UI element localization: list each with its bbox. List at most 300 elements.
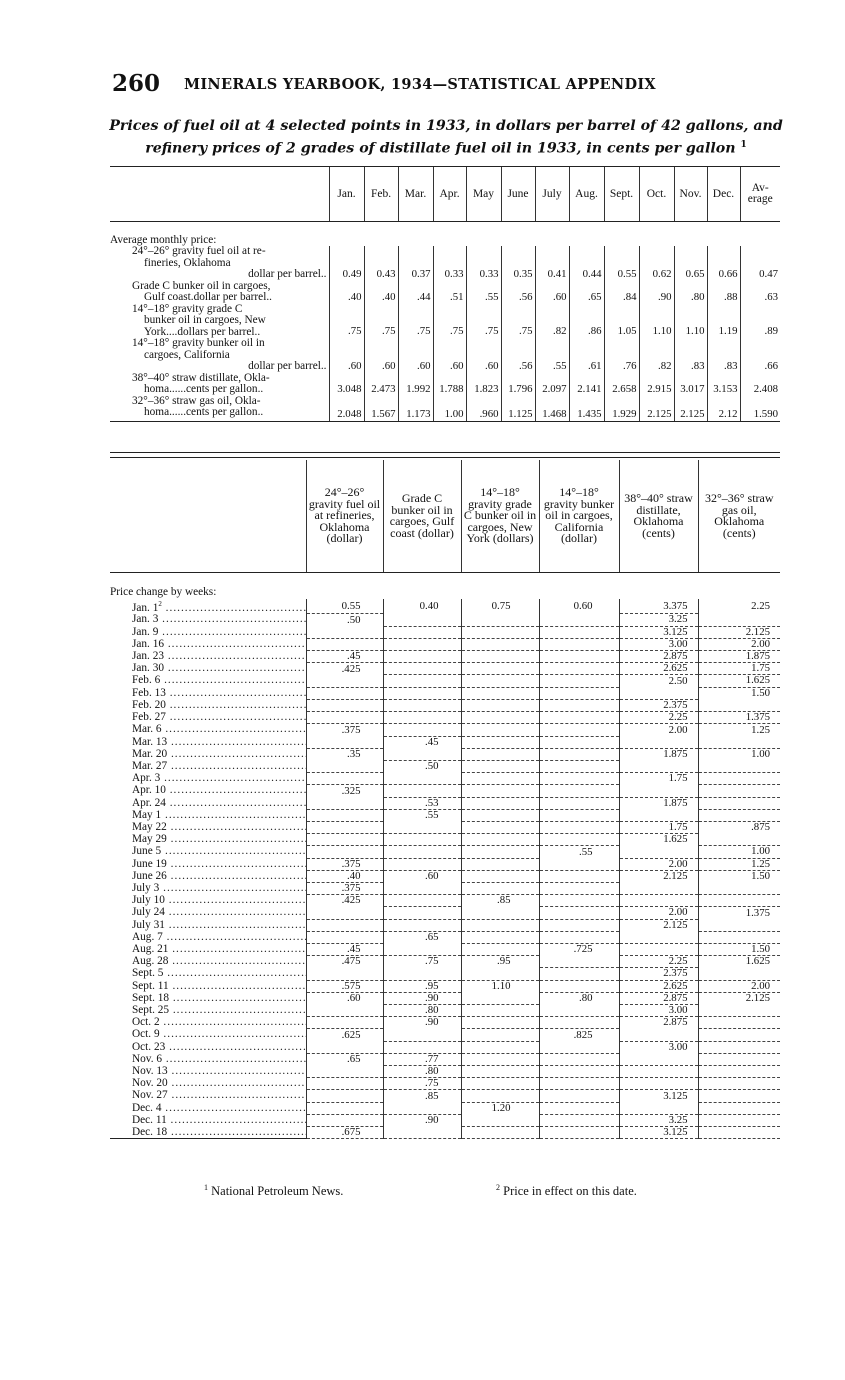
weekly-value-cell [383, 870, 461, 882]
weekly-value-cell [619, 919, 698, 931]
weekly-value-cell [619, 931, 698, 943]
weekly-value-cell [461, 895, 539, 907]
weekly-row [110, 773, 780, 785]
weekly-value-cell [306, 1114, 383, 1126]
weekly-value-cell [539, 968, 619, 980]
weekly-value-cell [698, 895, 780, 907]
weekly-value-cell [539, 943, 619, 955]
weekly-value-cell [698, 943, 780, 955]
monthly-value-cell: 2.473 [364, 373, 398, 396]
monthly-row-label-line: 38°–40° straw distillate, Okla- [132, 371, 270, 384]
weekly-value-cell [698, 1078, 780, 1090]
weekly-date-label: Nov. 6 [132, 1053, 163, 1065]
weekly-date-cell [110, 1114, 306, 1126]
monthly-value-cell: .60 [535, 281, 569, 304]
weekly-value: .90 [425, 1114, 439, 1127]
monthly-value-cell: 1.00 [433, 396, 466, 422]
weekly-value-cell [306, 712, 383, 724]
monthly-row [110, 338, 780, 373]
weekly-value-cell [306, 614, 383, 626]
weekly-value-cell [698, 651, 780, 663]
weekly-value-cell [698, 699, 780, 711]
weekly-value-cell [619, 599, 698, 614]
monthly-value-cell: 1.10 [674, 304, 707, 339]
weekly-value-cell [461, 651, 539, 663]
monthly-value-cell: .51 [433, 281, 466, 304]
monthly-value-cell: 2.125 [639, 396, 674, 422]
weekly-value-cell [461, 1065, 539, 1077]
weekly-value: 2.875 [663, 991, 688, 1004]
weekly-value-cell [461, 687, 539, 699]
weekly-value-cell [461, 834, 539, 846]
weekly-row [110, 943, 780, 955]
weekly-value-cell [383, 651, 461, 663]
weekly-value: .50 [347, 613, 361, 626]
weekly-date-label: June 26 [132, 870, 167, 882]
weekly-date-label: Jan. 9 [132, 626, 159, 638]
weekly-value-cell [383, 858, 461, 870]
weekly-value-cell [698, 1114, 780, 1126]
weekly-section-row [110, 573, 780, 600]
weekly-value-cell [383, 663, 461, 675]
weekly-value: 1.00 [751, 845, 770, 858]
weekly-row [110, 1114, 780, 1126]
weekly-value-cell [698, 1090, 780, 1102]
weekly-date-label: Apr. 24 [132, 797, 166, 809]
weekly-value-cell [619, 870, 698, 882]
weekly-row [110, 785, 780, 797]
monthly-value-cell: 2.408 [740, 373, 780, 396]
weekly-value: 1.00 [751, 747, 770, 760]
footnote-2-mark: 2 [496, 1183, 500, 1192]
weekly-date-cell [110, 663, 306, 675]
weekly-value-cell [619, 687, 698, 699]
weekly-value-cell [539, 895, 619, 907]
weekly-value: 3.25 [668, 613, 688, 626]
monthly-value-cell: .75 [501, 304, 535, 339]
weekly-value: .75 [425, 955, 439, 968]
weekly-row [110, 858, 780, 870]
weekly-value-cell [306, 1004, 383, 1016]
monthly-value-cell: .75 [329, 304, 364, 339]
weekly-date-label: Nov. 13 [132, 1065, 168, 1077]
weekly-value: .675 [341, 1126, 361, 1138]
weekly-value: .575 [341, 979, 361, 992]
monthly-row [110, 373, 780, 396]
monthly-section-label: Average monthly price: [110, 234, 217, 246]
weekly-value: 2.25 [668, 955, 688, 968]
weekly-value-cell [383, 809, 461, 821]
monthly-row [110, 281, 780, 304]
monthly-row-label [110, 304, 329, 339]
monthly-value-cell: 1.173 [398, 396, 433, 422]
weekly-row [110, 919, 780, 931]
weekly-date-cell [110, 797, 306, 809]
weekly-value-cell [619, 956, 698, 968]
weekly-date-label: Sept. 5 [132, 967, 164, 980]
weekly-value: .60 [347, 992, 361, 1005]
weekly-value-cell [698, 797, 780, 809]
weekly-value-cell [619, 809, 698, 821]
weekly-value-cell [698, 760, 780, 772]
weekly-row [110, 675, 780, 687]
weekly-date-cell [110, 1127, 306, 1139]
weekly-value: .95 [497, 955, 511, 968]
weekly-value-cell [306, 919, 383, 931]
weekly-value-cell [306, 907, 383, 919]
weekly-value: 2.625 [663, 979, 688, 992]
weekly-value-cell [619, 907, 698, 919]
weekly-value: .55 [579, 845, 593, 858]
weekly-value-cell [306, 699, 383, 711]
weekly-row [110, 736, 780, 748]
weekly-date-cell [110, 1041, 306, 1053]
weekly-value: .60 [425, 869, 439, 882]
weekly-row [110, 712, 780, 724]
weekly-value: .425 [341, 662, 361, 675]
monthly-value-cell: 2.141 [569, 373, 604, 396]
weekly-value-cell [619, 1090, 698, 1102]
weekly-date-label: Sept. 11 [132, 980, 169, 992]
monthly-value-cell: 2.125 [674, 396, 707, 422]
weekly-value-cell [306, 846, 383, 858]
weekly-value: 3.125 [663, 625, 688, 638]
weekly-value: .375 [341, 857, 361, 870]
weekly-value: .35 [347, 747, 361, 760]
weekly-value: .77 [425, 1052, 439, 1065]
weekly-value: 1.20 [491, 1101, 511, 1114]
weekly-value: 2.875 [663, 1016, 688, 1029]
weekly-date-cell [110, 870, 306, 882]
monthly-value-cell: .56 [501, 281, 535, 304]
weekly-value-cell [698, 687, 780, 699]
weekly-date-cell [110, 1065, 306, 1077]
weekly-row [110, 882, 780, 894]
monthly-value-cell: 0.44 [569, 246, 604, 281]
weekly-value-cell [619, 980, 698, 992]
weekly-date-cell [110, 931, 306, 943]
weekly-value-cell [306, 956, 383, 968]
weekly-value: 2.625 [663, 662, 688, 675]
weekly-value: 0.40 [419, 599, 439, 612]
monthly-value-cell: 0.66 [707, 246, 740, 281]
weekly-value-cell [383, 773, 461, 785]
monthly-stub-header [110, 167, 329, 222]
weekly-value-cell [461, 980, 539, 992]
monthly-row-label-line: homa......cents per gallon.. [144, 406, 264, 418]
footnote-1-text: National Petroleum News. [211, 1184, 344, 1199]
weekly-date-label: Apr. 10 [132, 784, 166, 797]
monthly-value-cell: .60 [398, 338, 433, 373]
weekly-date-cell [110, 1078, 306, 1090]
weekly-value-cell [461, 809, 539, 821]
weekly-value-cell [619, 858, 698, 870]
weekly-date-label: Sept. 25 [132, 1004, 170, 1016]
monthly-value-cell: .60 [466, 338, 501, 373]
weekly-row [110, 724, 780, 736]
monthly-value-cell: 1.567 [364, 396, 398, 422]
monthly-value-cell: 1.796 [501, 373, 535, 396]
weekly-value-cell [539, 834, 619, 846]
weekly-row [110, 956, 780, 968]
monthly-value-cell: .56 [501, 338, 535, 373]
weekly-value-cell [539, 614, 619, 626]
weekly-header-row [110, 460, 780, 573]
weekly-value: 2.50 [668, 674, 688, 687]
monthly-row-label [110, 246, 329, 281]
weekly-value-cell [383, 748, 461, 760]
weekly-value: .50 [425, 760, 439, 773]
weekly-date-label: Oct. 9 [132, 1028, 160, 1041]
weekly-date-cell [110, 687, 306, 699]
weekly-value-cell [306, 1029, 383, 1041]
weekly-value-cell [698, 1029, 780, 1041]
monthly-value-cell: 3.048 [329, 373, 364, 396]
weekly-date-label: July 24 [132, 906, 165, 919]
weekly-value: 1.375 [745, 906, 770, 919]
weekly-value-cell [619, 699, 698, 711]
monthly-row-label-line: 14°–18° gravity grade C [132, 302, 243, 315]
weekly-row [110, 638, 780, 650]
weekly-value: .53 [425, 796, 439, 809]
weekly-date-label: Mar. 20 [132, 748, 168, 760]
weekly-date-label: Aug. 28 [132, 955, 169, 968]
weekly-value-cell [306, 834, 383, 846]
weekly-value: .75 [425, 1077, 439, 1090]
weekly-value-cell [306, 736, 383, 748]
weekly-value: 3.125 [663, 1126, 688, 1138]
weekly-value-cell [698, 821, 780, 833]
weekly-value: 3.25 [668, 1113, 688, 1126]
weekly-section-label: Price change by weeks: [110, 586, 217, 599]
weekly-value-cell [383, 699, 461, 711]
monthly-value-cell: 1.10 [639, 304, 674, 339]
weekly-value-cell [539, 599, 619, 614]
weekly-value-cell [461, 773, 539, 785]
weekly-value-cell [619, 1102, 698, 1114]
weekly-value: .375 [341, 881, 361, 894]
weekly-value-cell [461, 1114, 539, 1126]
weekly-value-cell [619, 895, 698, 907]
weekly-value-cell [383, 687, 461, 699]
weekly-value-cell [461, 1102, 539, 1114]
weekly-value-cell [383, 992, 461, 1004]
weekly-value-cell [698, 992, 780, 1004]
weekly-value-cell [698, 968, 780, 980]
monthly-value-cell: .82 [535, 304, 569, 339]
weekly-value-cell [306, 931, 383, 943]
monthly-value-cell: .61 [569, 338, 604, 373]
monthly-value-cell: 3.153 [707, 373, 740, 396]
weekly-row [110, 1053, 780, 1065]
weekly-value-cell [698, 748, 780, 760]
weekly-value-cell [383, 1114, 461, 1126]
weekly-value-cell [383, 821, 461, 833]
monthly-row-label-line: homa......cents per gallon.. [144, 383, 264, 395]
weekly-value: 1.625 [663, 833, 688, 846]
weekly-value-cell [698, 907, 780, 919]
weekly-value-cell [698, 1017, 780, 1029]
weekly-date-label: Aug. 21 [132, 943, 169, 955]
weekly-value-cell [383, 724, 461, 736]
weekly-value-cell [461, 699, 539, 711]
monthly-value-cell: 1.823 [466, 373, 501, 396]
monthly-col-header: Jan. [329, 167, 364, 222]
weekly-row [110, 599, 780, 614]
monthly-col-header: July [535, 167, 569, 222]
weekly-value-cell [383, 1127, 461, 1139]
weekly-value: 2.125 [745, 992, 770, 1005]
weekly-date-label: Oct. 2 [132, 1016, 160, 1029]
weekly-date-cell [110, 1090, 306, 1102]
weekly-value-cell [383, 797, 461, 809]
weekly-row [110, 760, 780, 772]
weekly-value-cell [383, 1053, 461, 1065]
weekly-row [110, 809, 780, 821]
weekly-value-cell [461, 846, 539, 858]
weekly-date-label: Mar. 27 [132, 760, 168, 772]
monthly-row [110, 396, 780, 422]
table-separator-rule [110, 452, 780, 458]
weekly-value-cell [539, 821, 619, 833]
monthly-value-cell: 0.33 [466, 246, 501, 281]
weekly-value: .875 [751, 821, 770, 834]
weekly-row [110, 1127, 780, 1139]
weekly-value: 2.00 [751, 637, 770, 650]
weekly-date-cell [110, 773, 306, 785]
monthly-value-cell: .60 [329, 338, 364, 373]
weekly-value-cell [461, 1029, 539, 1041]
weekly-value-cell [306, 1053, 383, 1065]
weekly-value-cell [539, 712, 619, 724]
weekly-value-cell [383, 1004, 461, 1016]
table-caption [108, 117, 784, 159]
weekly-value-cell [698, 712, 780, 724]
weekly-value-cell [698, 858, 780, 870]
weekly-value: .90 [425, 991, 439, 1004]
weekly-value-cell [619, 821, 698, 833]
weekly-value-cell [461, 1053, 539, 1065]
weekly-value-cell [539, 651, 619, 663]
weekly-value-cell [539, 992, 619, 1004]
weekly-value-cell [619, 797, 698, 809]
monthly-col-header: Mar. [398, 167, 433, 222]
weekly-row [110, 968, 780, 980]
weekly-value-cell [698, 1127, 780, 1139]
weekly-value-cell [383, 846, 461, 858]
weekly-value-cell [306, 870, 383, 882]
weekly-date-label: Jan. 1 [132, 601, 159, 614]
monthly-col-header: Dec. [707, 167, 740, 222]
weekly-value-cell [461, 907, 539, 919]
weekly-value-cell [619, 1041, 698, 1053]
weekly-date-label: Jan. 23 [132, 650, 165, 663]
weekly-date-cell [110, 760, 306, 772]
monthly-value-cell: .80 [674, 281, 707, 304]
monthly-value-cell: .75 [364, 304, 398, 339]
weekly-value-cell [619, 626, 698, 638]
monthly-value-cell: 2.658 [604, 373, 639, 396]
monthly-value-cell: 2.048 [329, 396, 364, 422]
weekly-value-cell [698, 980, 780, 992]
monthly-value-cell: 0.35 [501, 246, 535, 281]
weekly-date-label: Mar. 6 [132, 723, 162, 736]
weekly-date-label: Sept. 18 [132, 992, 170, 1004]
weekly-value-cell [461, 724, 539, 736]
weekly-date-cell [110, 956, 306, 968]
weekly-value-cell [383, 1102, 461, 1114]
monthly-row-label-line: fineries, Oklahoma [144, 256, 231, 269]
weekly-value: 2.00 [668, 906, 688, 919]
weekly-date-label: Feb. 6 [132, 674, 161, 687]
weekly-value-cell [306, 687, 383, 699]
weekly-value-cell [383, 882, 461, 894]
weekly-value: 1.875 [745, 650, 770, 663]
footnote-1 [204, 1183, 343, 1199]
weekly-value: 2.125 [663, 869, 688, 882]
weekly-date-cell [110, 675, 306, 687]
monthly-value-cell: .44 [398, 281, 433, 304]
weekly-date-cell [110, 614, 306, 626]
monthly-col-header: Apr. [433, 167, 466, 222]
weekly-value-cell [306, 785, 383, 797]
weekly-value-cell [461, 736, 539, 748]
weekly-date-label: Nov. 27 [132, 1089, 168, 1102]
weekly-row [110, 748, 780, 760]
weekly-date-cell [110, 724, 306, 736]
weekly-value-cell [619, 663, 698, 675]
monthly-value-cell: 2.915 [639, 373, 674, 396]
weekly-value-cell [383, 736, 461, 748]
monthly-value-cell: 1.435 [569, 396, 604, 422]
monthly-section-row [110, 222, 780, 247]
weekly-date-label: Aug. 7 [132, 931, 163, 943]
monthly-value-cell: 0.49 [329, 246, 364, 281]
weekly-value-cell [383, 931, 461, 943]
weekly-value-cell [698, 919, 780, 931]
weekly-row [110, 687, 780, 699]
weekly-value-cell [698, 1004, 780, 1016]
monthly-value-cell: 0.41 [535, 246, 569, 281]
weekly-value: .90 [425, 1016, 439, 1029]
monthly-value-cell: 1.788 [433, 373, 466, 396]
weekly-date-cell [110, 992, 306, 1004]
weekly-date-cell [110, 699, 306, 711]
weekly-date-label: Dec. 18 [132, 1126, 168, 1138]
weekly-value-cell [306, 1127, 383, 1139]
monthly-col-header: Sept. [604, 167, 639, 222]
running-head: MINERALS YEARBOOK, 1934—STATISTICAL APPENDIX [184, 76, 656, 93]
weekly-value: 2.25 [751, 599, 770, 612]
weekly-value-cell [539, 760, 619, 772]
weekly-value: 0.55 [341, 599, 361, 612]
weekly-date-cell [110, 638, 306, 650]
weekly-date-cell [110, 846, 306, 858]
monthly-row-label-line: 14°–18° gravity bunker oil in [132, 337, 265, 349]
weekly-value-cell [306, 809, 383, 821]
weekly-value: 1.875 [663, 796, 688, 809]
weekly-value-cell [383, 785, 461, 797]
monthly-col-header: Av-erage [740, 167, 780, 222]
weekly-date-cell [110, 785, 306, 797]
weekly-date-label: July 31 [132, 919, 165, 931]
weekly-value: .45 [347, 650, 361, 663]
weekly-row [110, 1029, 780, 1041]
weekly-value-cell [461, 931, 539, 943]
monthly-row-label-line: Gulf coast.dollar per barrel.. [144, 291, 272, 303]
weekly-date-cell [110, 1102, 306, 1114]
weekly-value-cell [698, 809, 780, 821]
